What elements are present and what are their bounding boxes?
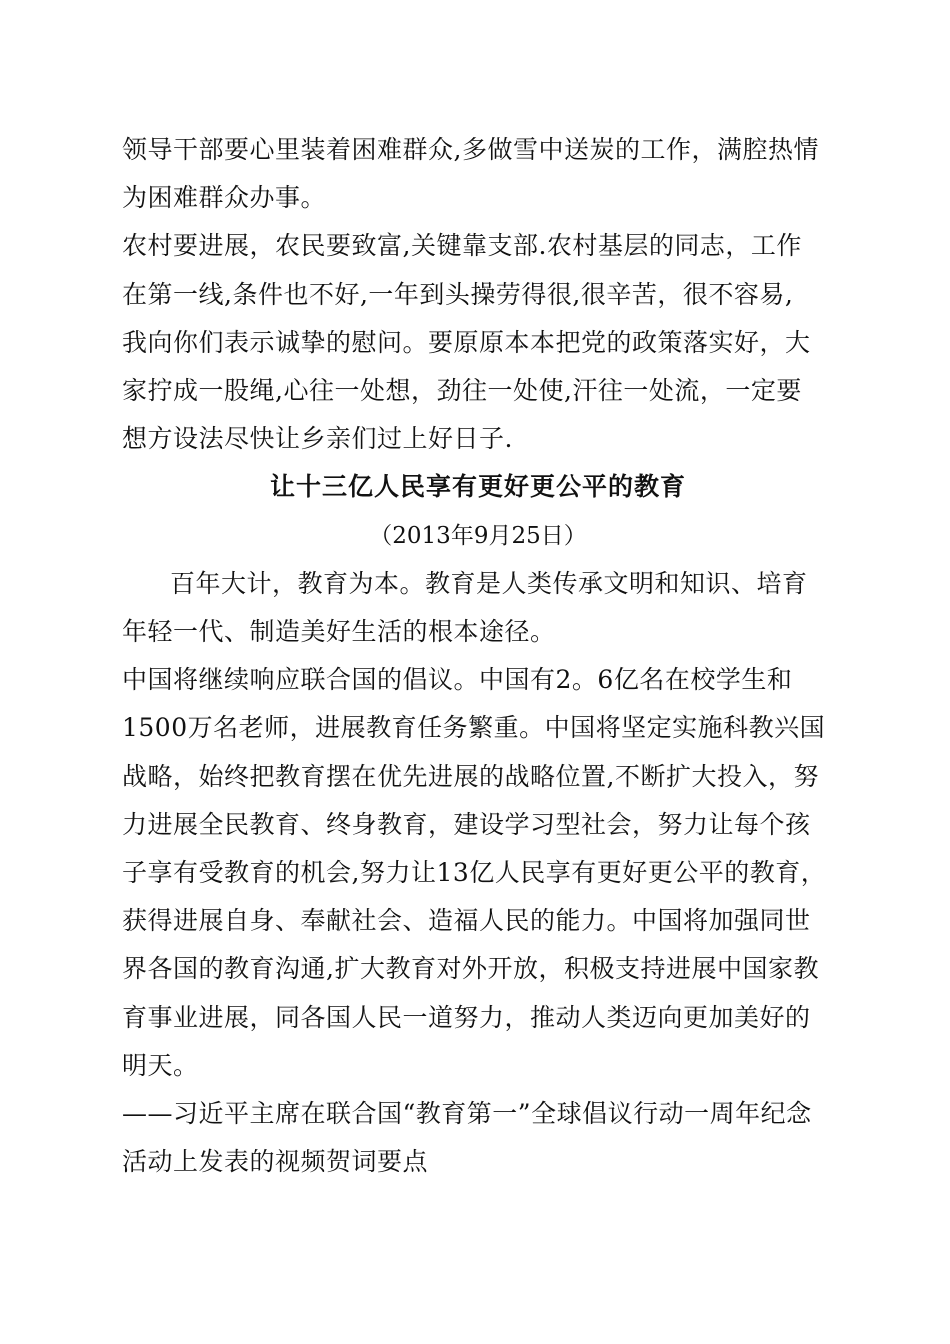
- intro-section: [122, 126, 834, 463]
- text-line: 百年大计，教育为本。教育是人类传承文明和知识、培育: [170, 568, 808, 598]
- article-date: （2013年9月25日）: [369, 522, 587, 549]
- text-line: 为困难群众办事。: [122, 183, 327, 213]
- text-line: 子享有受教育的机会,努力让13亿人民享有更好更公平的教育，: [122, 858, 827, 888]
- document-page: [122, 126, 834, 1186]
- text-line: 1500万名老师，进展教育任务繁重。中国将坚定实施科教兴国: [122, 713, 826, 743]
- text-line: 活动上发表的视频贺词要点: [122, 1147, 429, 1177]
- source-attribution: [122, 1090, 834, 1186]
- text-line: 战略，始终把教育摆在优先进展的战略位置,不断扩大投入，努: [122, 761, 819, 791]
- paragraph-2: [122, 656, 834, 1090]
- article-title: 让十三亿人民享有更好更公平的教育: [269, 472, 686, 502]
- text-line: 明天。: [122, 1050, 199, 1080]
- text-line: 力进展全民教育、终身教育，建设学习型社会，努力让每个孩: [122, 809, 811, 839]
- text-line: 年轻一代、制造美好生活的根本途径。: [122, 617, 556, 647]
- text-line: 农村要进展，农民要致富,关键靠支部.农村基层的同志，工作: [122, 231, 802, 261]
- text-line: 领导干部要心里装着困难群众,多做雪中送炭的工作，满腔热情: [122, 135, 819, 164]
- text-line: 育事业进展，同各国人民一道努力，推动人类迈向更加美好的: [122, 1002, 811, 1032]
- text-line: 想方设法尽快让乡亲们过上好日子.: [122, 424, 513, 454]
- text-line: 我向你们表示诚挚的慰问。要原原本本把党的政策落实好，大: [122, 327, 811, 357]
- paragraph-1: [122, 560, 834, 656]
- text-line: 家拧成一股绳,心往一处想，劲往一处使,汗往一处流，一定要: [122, 376, 802, 406]
- text-line: 获得进展自身、奉献社会、造福人民的能力。中国将加强同世: [122, 906, 811, 936]
- text-line: ——习近平主席在联合国“教育第一”全球倡议行动一周年纪念: [122, 1099, 812, 1129]
- text-line: 界各国的教育沟通,扩大教育对外开放，积极支持进展中国家教: [122, 954, 819, 984]
- text-line: 在第一线,条件也不好,一年到头操劳得很,很辛苦，很不容易,: [122, 279, 794, 309]
- text-line: 中国将继续响应联合国的倡议。中国有2。6亿名在校学生和: [122, 665, 793, 695]
